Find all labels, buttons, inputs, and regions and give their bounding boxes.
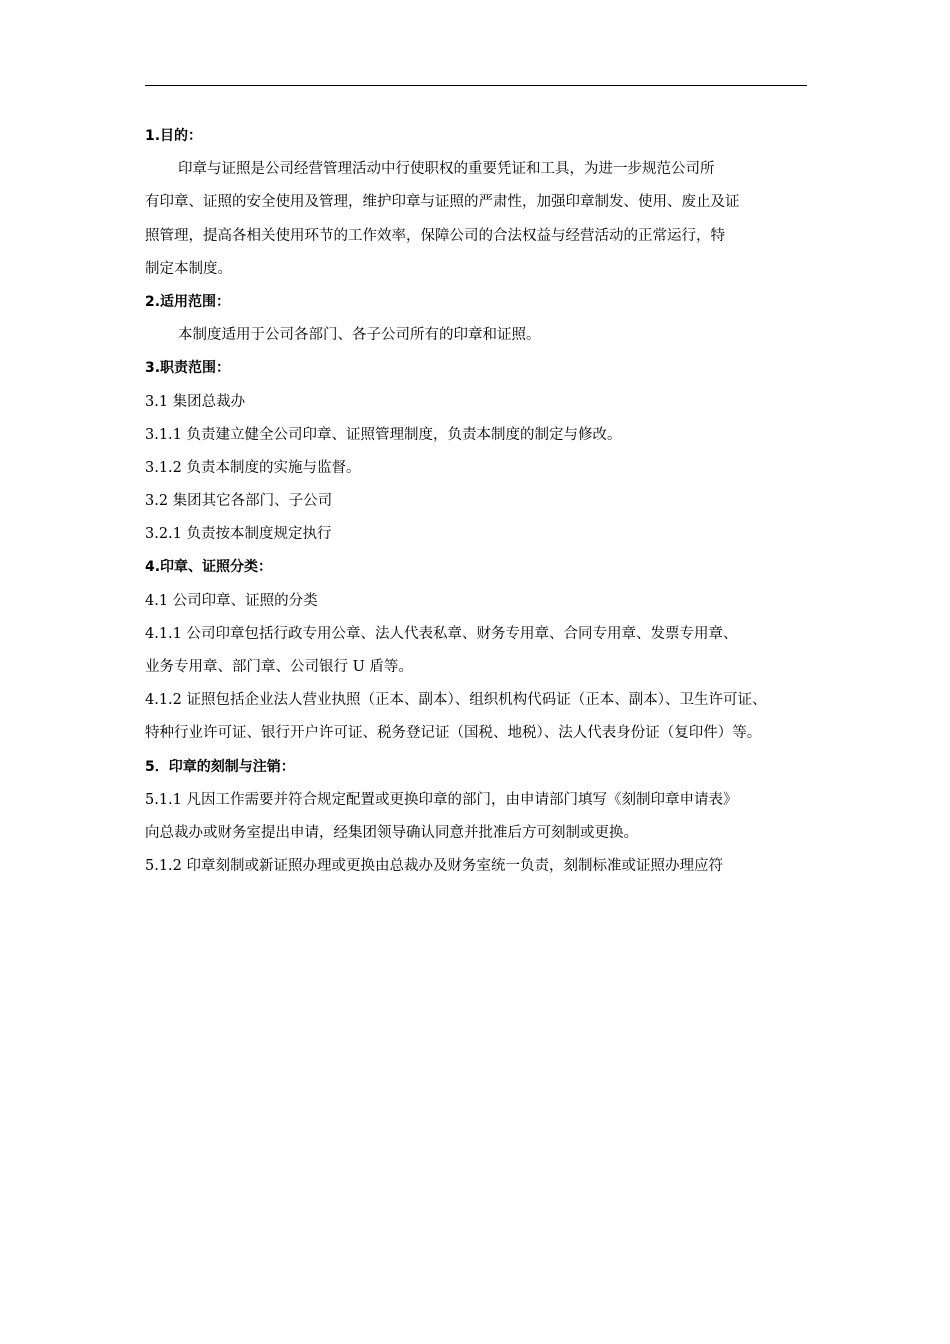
header-rule (145, 85, 807, 86)
clause-line: 3.1 集团总裁办 (145, 393, 246, 410)
clause-line: 4.1.2 证照包括企业法人营业执照（正本、副本）、组织机构代码证（正本、副本）、卫生许可证、 (145, 692, 767, 709)
clause-line: 3.1.2 负责本制度的实施与监督。 (145, 459, 361, 476)
clause-line: 3.2 集团其它各部门、子公司 (145, 493, 333, 510)
paragraph-line: 照管理，提高各相关使用环节的工作效率，保障公司的合法权益与经营活动的正常运行，特 (145, 227, 725, 244)
clause-line: 3.1.1 负责建立健全公司印章、证照管理制度，负责本制度的制定与修改。 (145, 426, 622, 443)
section-heading-engraving: 5．印章的刻制与注销： (145, 758, 295, 775)
clause-line: 特种行业许可证、银行开户许可证、税务登记证（国税、地税）、法人代表身份证（复印件）等。 (145, 725, 762, 742)
document-body (145, 120, 820, 883)
section-heading-scope: 2.适用范围： (145, 293, 231, 310)
clause-line: 5.1.1 凡因工作需要并符合规定配置或更换印章的部门，由申请部门填写《刻制印章申请表》 (145, 791, 738, 808)
clause-line: 4.1 公司印章、证照的分类 (145, 592, 318, 609)
paragraph-line: 有印章、证照的安全使用及管理，维护印章与证照的严肃性，加强印章制发、使用、废止及证 (145, 194, 740, 211)
clause-line: 5.1.2 印章刻制或新证照办理或更换由总裁办及财务室统一负责，刻制标准或证照办理应符 (145, 858, 723, 875)
clause-line: 向总裁办或财务室提出申请，经集团领导确认同意并批准后方可刻制或更换。 (145, 824, 638, 841)
section-heading-purpose: 1.目的： (145, 128, 203, 144)
section-heading-responsibilities: 3.职责范围： (145, 360, 231, 377)
section-heading-classification: 4.印章、证照分类： (145, 559, 273, 576)
clause-line: 4.1.1 公司印章包括行政专用公章、法人代表私章、财务专用章、合同专用章、发票专用章、 (145, 625, 738, 642)
clause-line: 3.2.1 负责按本制度规定执行 (145, 526, 332, 543)
paragraph-line: 制定本制度。 (145, 260, 232, 277)
clause-line: 业务专用章、部门章、公司银行 U 盾等。 (145, 659, 413, 675)
paragraph-line: 本制度适用于公司各部门、各子公司所有的印章和证照。 (178, 327, 541, 344)
paragraph-line: 印章与证照是公司经营管理活动中行使职权的重要凭证和工具，为进一步规范公司所 (178, 161, 715, 178)
